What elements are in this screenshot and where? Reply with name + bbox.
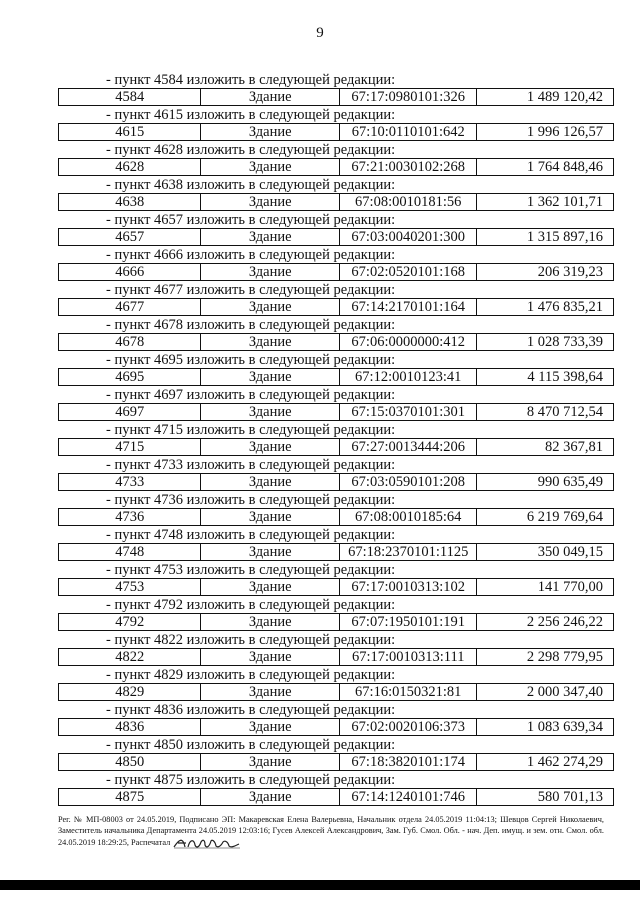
object-type-cell: Здание	[201, 649, 339, 665]
object-type-cell: Здание	[201, 754, 339, 770]
cadastral-value-cell: 1 764 848,46	[526, 159, 603, 175]
amendments-list	[58, 73, 614, 808]
item-number-cell: 4695	[59, 369, 201, 385]
cadastral-number-cell: 67:14:2170101:164	[340, 299, 478, 315]
cadastral-value-cell: 2 256 246,22	[526, 614, 603, 630]
cadastral-value-cell: 1 476 835,21	[526, 299, 603, 315]
amendment-intro: - пункт 4678 изложить в следующей редакции:	[106, 317, 396, 333]
cadastral-number-cell: 67:03:0040201:300	[340, 229, 478, 245]
item-number-cell: 4822	[59, 649, 201, 665]
table-row	[58, 298, 614, 316]
table-row	[58, 753, 614, 771]
object-type-cell: Здание	[201, 614, 339, 630]
object-type-cell: Здание	[201, 684, 339, 700]
amendment-intro: - пункт 4748 изложить в следующей редакции:	[106, 527, 396, 543]
amendment-intro: - пункт 4792 изложить в следующей редакции:	[106, 597, 396, 613]
amendment-intro: - пункт 4666 изложить в следующей редакции:	[106, 247, 396, 263]
page-number: 9	[316, 25, 324, 41]
amendment-entry	[58, 738, 614, 773]
item-number-cell: 4748	[59, 544, 201, 560]
table-row	[58, 788, 614, 806]
cadastral-value-cell: 1 028 733,39	[526, 334, 603, 350]
table-row	[58, 193, 614, 211]
item-number-cell: 4678	[59, 334, 201, 350]
amendment-intro: - пункт 4715 изложить в следующей редакции:	[106, 422, 396, 438]
item-number-cell: 4753	[59, 579, 201, 595]
cadastral-number-cell: 67:08:0010185:64	[340, 509, 478, 525]
object-type-cell: Здание	[201, 579, 339, 595]
table-row	[58, 473, 614, 491]
amendment-entry	[58, 388, 614, 423]
cadastral-value-cell: 141 770,00	[537, 579, 603, 595]
cadastral-value-cell: 1 489 120,42	[526, 89, 603, 105]
table-row	[58, 508, 614, 526]
amendment-intro: - пункт 4822 изложить в следующей редакции:	[106, 632, 396, 648]
object-type-cell: Здание	[201, 194, 339, 210]
cadastral-value-cell: 1 462 274,29	[526, 754, 603, 770]
amendment-intro: - пункт 4657 изложить в следующей редакции:	[106, 212, 396, 228]
amendment-entry	[58, 213, 614, 248]
cadastral-value-cell: 580 701,13	[537, 789, 603, 805]
cadastral-number-cell: 67:10:0110101:642	[340, 124, 478, 140]
item-number-cell: 4666	[59, 264, 201, 280]
cadastral-number-cell: 67:18:2370101:1125	[340, 544, 478, 560]
object-type-cell: Здание	[201, 264, 339, 280]
amendment-entry	[58, 318, 614, 353]
item-number-cell: 4836	[59, 719, 201, 735]
amendment-entry	[58, 73, 614, 108]
item-number-cell: 4638	[59, 194, 201, 210]
cadastral-number-cell: 67:17:0010313:111	[340, 649, 478, 665]
registration-footer	[58, 814, 604, 850]
cadastral-value-cell: 82 367,81	[545, 439, 603, 455]
amendment-intro: - пункт 4875 изложить в следующей редакции:	[106, 772, 396, 788]
amendment-entry	[58, 528, 614, 563]
cadastral-value-cell: 350 049,15	[537, 544, 603, 560]
cadastral-number-cell: 67:12:0010123:41	[340, 369, 478, 385]
table-row	[58, 263, 614, 281]
amendment-intro: - пункт 4753 изложить в следующей редакции:	[106, 562, 396, 578]
cadastral-value-cell: 1 315 897,16	[526, 229, 603, 245]
amendment-intro: - пункт 4615 изложить в следующей редакции:	[106, 107, 396, 123]
cadastral-number-cell: 67:02:0520101:168	[340, 264, 478, 280]
item-number-cell: 4677	[59, 299, 201, 315]
amendment-entry	[58, 178, 614, 213]
table-row	[58, 613, 614, 631]
amendment-entry	[58, 108, 614, 143]
object-type-cell: Здание	[201, 89, 339, 105]
amendment-entry	[58, 353, 614, 388]
cadastral-number-cell: 67:17:0980101:326	[340, 89, 478, 105]
item-number-cell: 4697	[59, 404, 201, 420]
object-type-cell: Здание	[201, 789, 339, 805]
amendment-entry	[58, 563, 614, 598]
cadastral-number-cell: 67:15:0370101:301	[340, 404, 478, 420]
object-type-cell: Здание	[201, 404, 339, 420]
amendment-entry	[58, 458, 614, 493]
object-type-cell: Здание	[201, 229, 339, 245]
amendment-intro: - пункт 4584 изложить в следующей редакции:	[106, 72, 396, 88]
cadastral-number-cell: 67:03:0590101:208	[340, 474, 478, 490]
amendment-intro: - пункт 4677 изложить в следующей редакции:	[106, 282, 396, 298]
table-row	[58, 228, 614, 246]
table-row	[58, 158, 614, 176]
object-type-cell: Здание	[201, 159, 339, 175]
item-number-cell: 4584	[59, 89, 201, 105]
amendment-entry	[58, 423, 614, 458]
amendment-entry	[58, 493, 614, 528]
cadastral-number-cell: 67:27:0013444:206	[340, 439, 478, 455]
amendment-intro: - пункт 4850 изложить в следующей редакции:	[106, 737, 396, 753]
object-type-cell: Здание	[201, 544, 339, 560]
table-row	[58, 683, 614, 701]
item-number-cell: 4628	[59, 159, 201, 175]
item-number-cell: 4850	[59, 754, 201, 770]
item-number-cell: 4715	[59, 439, 201, 455]
amendment-entry	[58, 668, 614, 703]
cadastral-number-cell: 67:08:0010181:56	[340, 194, 478, 210]
amendment-entry	[58, 598, 614, 633]
handwritten-signature	[172, 836, 242, 850]
table-row	[58, 368, 614, 386]
amendment-entry	[58, 633, 614, 668]
object-type-cell: Здание	[201, 299, 339, 315]
amendment-intro: - пункт 4733 изложить в следующей редакции:	[106, 457, 396, 473]
amendment-entry	[58, 773, 614, 808]
cadastral-number-cell: 67:16:0150321:81	[340, 684, 478, 700]
cadastral-number-cell: 67:21:0030102:268	[340, 159, 478, 175]
item-number-cell: 4657	[59, 229, 201, 245]
table-row	[58, 648, 614, 666]
amendment-intro: - пункт 4638 изложить в следующей редакции:	[106, 177, 396, 193]
table-row	[58, 543, 614, 561]
object-type-cell: Здание	[201, 124, 339, 140]
object-type-cell: Здание	[201, 369, 339, 385]
cadastral-number-cell: 67:14:1240101:746	[340, 789, 478, 805]
registration-text: Рег. № МП-08003 от 24.05.2019, Подписано ЭП: Макаревская Елена Валерьевна, Начальник отдела 24.05.2019 11:04:13; Шевцов Сергей Николаевич, Заместитель начальника Департамента 24.05.2019 12:03:16; Гусев Алексей Александрович, Зам. Губ. Смол. Обл. - нач. Деп. имущ. и зем. отн. Смол. обл. 24.05.2019 18:29:25, Распечатал	[58, 815, 604, 847]
cadastral-value-cell: 4 115 398,64	[527, 369, 603, 385]
object-type-cell: Здание	[201, 719, 339, 735]
cadastral-value-cell: 2 000 347,40	[526, 684, 603, 700]
amendment-intro: - пункт 4836 изложить в следующей редакции:	[106, 702, 396, 718]
amendment-intro: - пункт 4736 изложить в следующей редакции:	[106, 492, 396, 508]
item-number-cell: 4733	[59, 474, 201, 490]
cadastral-value-cell: 6 219 769,64	[526, 509, 603, 525]
cadastral-number-cell: 67:07:1950101:191	[340, 614, 478, 630]
amendment-intro: - пункт 4628 изложить в следующей редакции:	[106, 142, 396, 158]
table-row	[58, 438, 614, 456]
amendment-intro: - пункт 4695 изложить в следующей редакции:	[106, 352, 396, 368]
amendment-intro: - пункт 4829 изложить в следующей редакции:	[106, 667, 396, 683]
cadastral-value-cell: 1 996 126,57	[526, 124, 603, 140]
cadastral-value-cell: 1 083 639,34	[526, 719, 603, 735]
amendment-entry	[58, 703, 614, 738]
bottom-border	[0, 880, 640, 890]
object-type-cell: Здание	[201, 509, 339, 525]
cadastral-number-cell: 67:18:3820101:174	[340, 754, 478, 770]
cadastral-value-cell: 8 470 712,54	[526, 404, 603, 420]
cadastral-value-cell: 1 362 101,71	[526, 194, 603, 210]
cadastral-value-cell: 2 298 779,95	[526, 649, 603, 665]
table-row	[58, 123, 614, 141]
item-number-cell: 4792	[59, 614, 201, 630]
item-number-cell: 4736	[59, 509, 201, 525]
table-row	[58, 403, 614, 421]
item-number-cell: 4829	[59, 684, 201, 700]
amendment-intro: - пункт 4697 изложить в следующей редакции:	[106, 387, 396, 403]
item-number-cell: 4615	[59, 124, 201, 140]
object-type-cell: Здание	[201, 474, 339, 490]
amendment-entry	[58, 143, 614, 178]
cadastral-number-cell: 67:06:0000000:412	[340, 334, 478, 350]
amendment-entry	[58, 283, 614, 318]
table-row	[58, 578, 614, 596]
amendment-entry	[58, 248, 614, 283]
cadastral-number-cell: 67:17:0010313:102	[340, 579, 478, 595]
table-row	[58, 718, 614, 736]
item-number-cell: 4875	[59, 789, 201, 805]
object-type-cell: Здание	[201, 334, 339, 350]
object-type-cell: Здание	[201, 439, 339, 455]
cadastral-number-cell: 67:02:0020106:373	[340, 719, 478, 735]
table-row	[58, 88, 614, 106]
table-row	[58, 333, 614, 351]
cadastral-value-cell: 990 635,49	[537, 474, 603, 490]
cadastral-value-cell: 206 319,23	[537, 264, 603, 280]
